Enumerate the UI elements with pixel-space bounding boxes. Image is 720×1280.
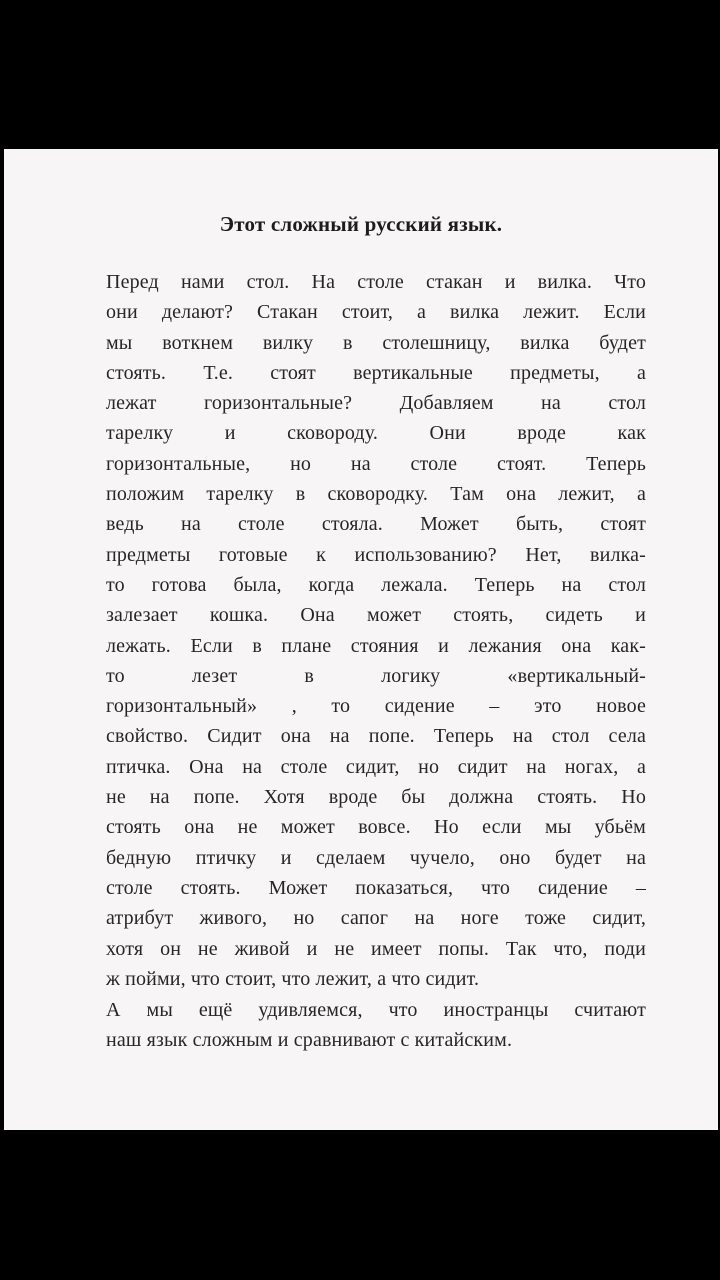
text-line: Перед нами стол. На столе стакан и вилка. Что: [106, 271, 646, 293]
text-line: горизонтальные, но на столе стоят. Теперь: [106, 452, 646, 475]
text-line: лежать. Если в плане стояния и лежания она как-: [106, 634, 646, 657]
text-line: хотя он не живой и не имеет попы. Так что, поди: [106, 937, 646, 960]
text-line: не на попе. Хотя вроде бы должна стоять. Но: [106, 786, 646, 809]
text-line: то готова была, когда лежала. Теперь на стол: [106, 573, 646, 596]
scanned-page: [4, 149, 718, 1130]
text-line: залезает кошка. Она может стоять, сидеть и: [106, 604, 646, 627]
document-title: Этот сложный русский язык.: [219, 212, 503, 236]
paragraph-1: [106, 267, 646, 994]
text-line: стоять. Т.е. стоят вертикальные предметы, а: [106, 361, 646, 384]
text-line: стоять она не может вовсе. Но если мы убьём: [106, 816, 646, 839]
text-line: горизонтальный» , то сидение – это новое: [106, 695, 646, 718]
text-line: бедную птичку и сделаем чучело, оно будет на: [106, 846, 646, 869]
text-line: атрибут живого, но сапог на ноге тоже сидит,: [106, 907, 646, 930]
text-line: то лезет в логику «вертикальный-: [106, 664, 646, 687]
text-line: ж пойми, что стоит, что лежит, а что сидит.: [106, 967, 480, 990]
text-line: мы воткнем вилку в столешницу, вилка будет: [106, 331, 646, 354]
text-line: предметы готовые к использованию? Нет, вилка-: [106, 543, 646, 566]
text-line: лежат горизонтальные? Добавляем на стол: [106, 392, 646, 415]
text-line: наш язык сложным и сравнивают с китайским.: [106, 1029, 513, 1052]
text-line: свойство. Сидит она на попе. Теперь на стол села: [106, 725, 646, 748]
text-line: столе стоять. Может показаться, что сидение –: [106, 876, 646, 899]
text-line: А мы ещё удивляемся, что иностранцы считают: [106, 999, 646, 1021]
text-line: ведь на столе стояла. Может быть, стоят: [106, 513, 646, 536]
text-line: тарелку и сковороду. Они вроде как: [106, 422, 646, 445]
text-line: положим тарелку в сковородку. Там она лежит, а: [106, 483, 646, 506]
text-line: они делают? Стакан стоит, а вилка лежит. Если: [106, 301, 646, 324]
text-line: птичка. Она на столе сидит, но сидит на ногах, а: [106, 755, 646, 778]
paragraph-2: [106, 995, 646, 1056]
